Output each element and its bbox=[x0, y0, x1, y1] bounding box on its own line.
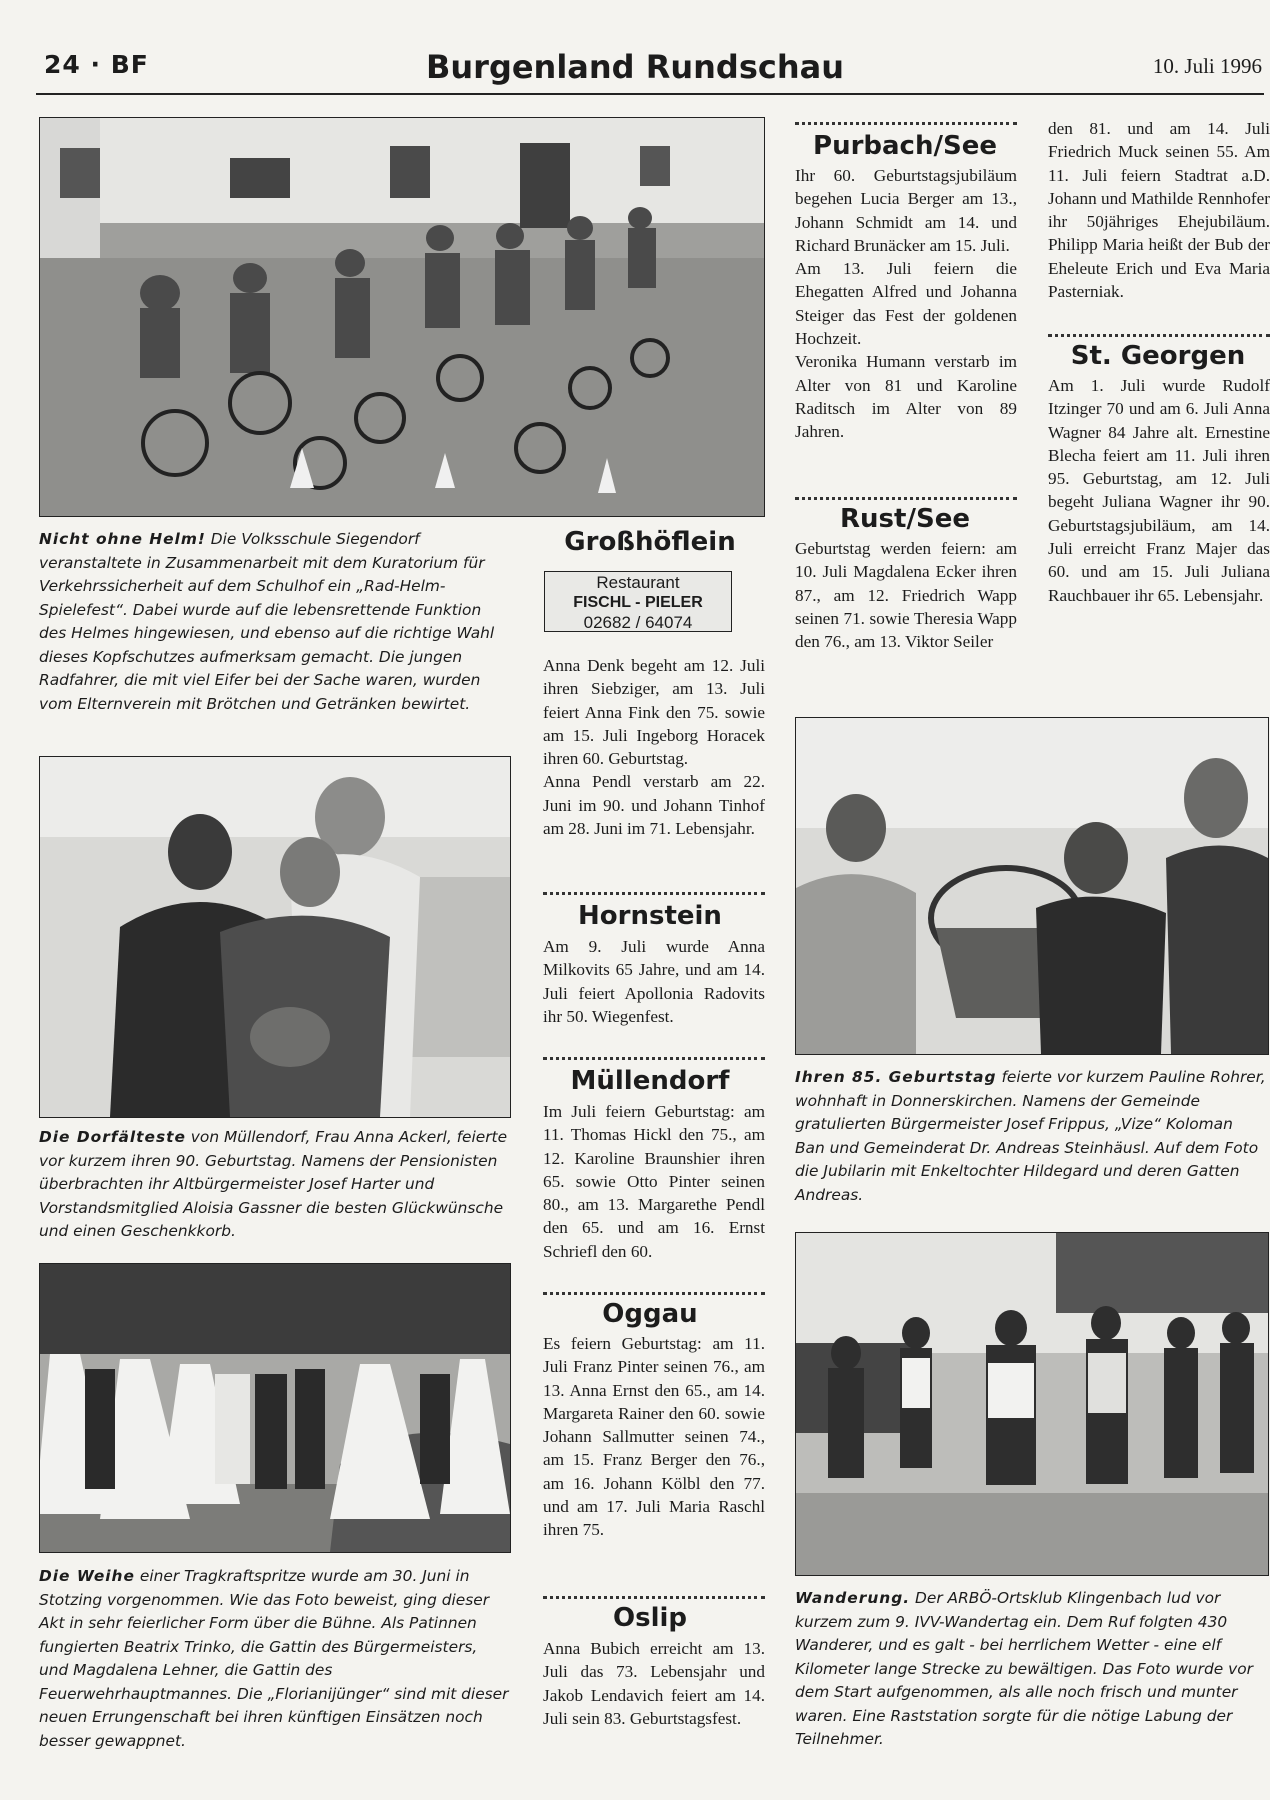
header-rule bbox=[36, 93, 1264, 95]
section-continued-body bbox=[1048, 117, 1270, 303]
photo-weihe bbox=[39, 1263, 511, 1553]
heading-st-georgen: St. Georgen bbox=[1070, 341, 1246, 371]
caption-85-geburtstag bbox=[795, 1066, 1267, 1207]
caption-dorf-text: von Müllendorf, Frau Anna Ackerl, feierte vor kurzem ihren 90. Geburtstag. Namens der Pensionisten überbrachten ihr Altbürgermeister Josef Harter und Vorstandsmitglied Aloisia Gassner die besten Glückwünsche und einen Geschenkkorb. bbox=[39, 1128, 508, 1240]
ad-line-phone: 02682 / 64074 bbox=[583, 613, 693, 632]
heading-purbach: Purbach/See bbox=[813, 131, 997, 161]
divider bbox=[543, 1292, 765, 1295]
section-purbach-body bbox=[795, 164, 1017, 444]
caption-geb-lead: Ihren 85. Geburtstag bbox=[795, 1068, 997, 1086]
hornstein-p1: Am 9. Juli wurde Anna Milkovits 65 Jahre, und am 14. Juli feiert Apollonia Radovits ihr 50. Wiegenfest. bbox=[543, 937, 765, 1026]
purbach-p1: Ihr 60. Geburtstagsjubiläum begehen Lucia Berger am 13., Johann Schmidt am 14. und Richard Brunäcker am 15. Juli. bbox=[795, 166, 1017, 255]
ad-line-restaurant: Restaurant bbox=[596, 573, 680, 592]
section-rust-body bbox=[795, 537, 1017, 653]
section-st-georgen-body bbox=[1048, 374, 1270, 607]
heading-grosshoeflein: Großhöflein bbox=[564, 527, 736, 557]
oslip-p1: Anna Bubich erreicht am 13. Juli das 73. Lebensjahr und Jakob Lendavich feiert am 14. Juli sein 83. Geburtstagsfest. bbox=[543, 1639, 765, 1728]
heading-hornstein: Hornstein bbox=[578, 901, 722, 931]
divider bbox=[543, 1057, 765, 1060]
section-oslip-body bbox=[543, 1637, 765, 1730]
divider bbox=[1048, 334, 1270, 337]
photo-anna-ackerl bbox=[39, 756, 511, 1118]
continued-p1: den 81. und am 14. Juli Friedrich Muck seinen 55. Am 11. Juli feiern Stadtrat a.D. Johann und Mathilde Rennhofer ihr 50jähriges Ehejubiläum. Philipp Maria heißt der Bub der Eheleute Erich und Eva Maria Pasterniak. bbox=[1048, 119, 1270, 302]
photo-children-bicycles bbox=[39, 117, 765, 517]
caption-geb-text: feierte vor kurzem Pauline Rohrer, wohnhaft in Donnerskirchen. Namens der Gemeinde gratulierten Bürgermeister Josef Frippus, „Vize“ Koloman Ban und Gemeinderat Dr. Andreas Steinhäusl. Auf dem Foto die Jubilarin mit Enkeltochter Hildegard und deren Gatten Andreas. bbox=[795, 1068, 1266, 1204]
caption-dorf-lead: Die Dorfälteste bbox=[39, 1128, 186, 1146]
caption-helm bbox=[39, 528, 509, 716]
restaurant-ad bbox=[544, 571, 732, 632]
oggau-p1: Es feiern Geburtstag: am 11. Juli Franz Pinter seinen 76., am 13. Anna Ernst den 65., am 14. Margareta Rainer den 60. sowie Johann Sallmutter seinen 74., am 15. Franz Berger den 76., am 16. Johann Kölbl den 77. und am 17. Juli Maria Raschl ihren 75. bbox=[543, 1334, 765, 1540]
caption-weihe-lead: Die Weihe bbox=[39, 1567, 135, 1585]
purbach-p3: Veronika Humann verstarb im Alter von 81 und Karoline Raditsch im Alter von 89 Jahren. bbox=[795, 352, 1017, 442]
caption-helm-text: Die Volksschule Siegendorf veranstaltete in Zusammenarbeit mit dem Kuratorium für Verkehrssicherheit auf dem Schulhof ein „Rad-Helm-Spielefest“. Dabei wurde auf die lebensrettende Funktion des Helmes hingewiesen, und ebenso auf die richtige Wahl dieses Kopfschutzes aufmerksam gemacht. Die jungen Radfahrer, die mit viel Eifer bei der Sache waren, wurden vom Elternverein mit Brötchen und Getränken bewirtet. bbox=[39, 530, 495, 713]
caption-helm-lead: Nicht ohne Helm! bbox=[39, 530, 206, 548]
ad-line-name: FISCHL - PIELER bbox=[573, 594, 703, 611]
caption-wand-text: Der ARBÖ-Ortsklub Klingenbach lud vor kurzem zum 9. IVV-Wandertag ein. Dem Ruf folgten 430 Wanderer, und es galt - bei herrlichem Wetter - eine elf Kilometer lange Strecke zu bewältigen. Das Foto wurde vor dem Start aufgenommen, als alle noch frisch und munter waren. Eine Raststation sorgte für die nötige Labung der Teilnehmer. bbox=[795, 1589, 1253, 1748]
heading-oslip: Oslip bbox=[612, 1603, 687, 1633]
st-georgen-p1: Am 1. Juli wurde Rudolf Itzinger 70 und am 6. Juli Anna Wagner 84 Jahre alt. Ernestine Blecha feiert am 11. Juli ihren 95. Geburtstag, am 12. Juli begeht Juliana Wagner ihr 90. Geburtstagsjubiläum, am 14. Juli erreicht Franz Majer das 60. und am 15. Juli Juliana Rauchbauer ihr 65. Lebensjahr. bbox=[1048, 376, 1270, 605]
divider bbox=[795, 497, 1017, 500]
issue-date: 10. Juli 1996 bbox=[1152, 54, 1262, 78]
caption-wand-lead: Wanderung. bbox=[795, 1589, 911, 1607]
caption-dorfaelteste bbox=[39, 1126, 509, 1244]
page-number: 24 · BF bbox=[44, 50, 149, 79]
heading-rust: Rust/See bbox=[840, 504, 970, 534]
caption-weihe bbox=[39, 1565, 509, 1753]
heading-muellendorf: Müllendorf bbox=[570, 1066, 730, 1096]
photo-pauline-rohrer bbox=[795, 717, 1269, 1055]
divider bbox=[795, 122, 1017, 125]
section-grosshoeflein-body bbox=[543, 654, 765, 840]
caption-wanderung bbox=[795, 1587, 1267, 1752]
divider bbox=[543, 892, 765, 895]
masthead: Burgenland Rundschau bbox=[425, 48, 844, 86]
muellendorf-p1: Im Juli feiern Geburtstag: am 11. Thomas Hickl den 75., am 12. Karoline Braunshier ihren 65. sowie Otto Pinter seinen 80., am 13. Margarethe Pendl den 65. und am 16. Ernst Schriefl den 60. bbox=[543, 1102, 765, 1261]
purbach-p2: Am 13. Juli feiern die Ehegatten Alfred und Johanna Steiger das Fest der goldenen Hochzeit. bbox=[795, 259, 1017, 349]
photo-wanderung bbox=[795, 1232, 1269, 1576]
grosshoeflein-p1: Anna Denk begeht am 12. Juli ihren Siebziger, am 13. Juli feiert Anna Fink den 75. sowie am 15. Juli Ingeborg Horacek ihren 60. Geburtstag. bbox=[543, 656, 765, 769]
section-oggau-body bbox=[543, 1332, 765, 1542]
divider bbox=[543, 1596, 765, 1599]
caption-weihe-text: einer Tragkraftspritze wurde am 30. Juni in Stotzing vorgenommen. Wie das Foto beweist, ging dieser Akt in sehr feierlicher Form über die Bühne. Als Patinnen fungierten Beatrix Trinko, die Gattin des Bürgermeisters, und Magdalena Lehner, die Gattin des Feuerwehrhauptmannes. Die „Florianijünger“ sind mit dieser neuen Errungenschaft bei ihren künftigen Einsätzen noch besser gewappnet. bbox=[39, 1567, 509, 1750]
section-hornstein-body bbox=[543, 935, 765, 1028]
grosshoeflein-p2: Anna Pendl verstarb am 22. Juni im 90. und Johann Tinhof am 28. Juni im 71. Lebensjahr. bbox=[543, 772, 765, 839]
rust-p1: Geburtstag werden feiern: am 10. Juli Magdalena Ecker ihren 87., am 12. Friedrich Wapp seinen 71. sowie Theresia Wapp den 76., am 13. Viktor Seiler bbox=[795, 539, 1017, 652]
section-muellendorf-body bbox=[543, 1100, 765, 1263]
heading-oggau: Oggau bbox=[602, 1299, 698, 1329]
